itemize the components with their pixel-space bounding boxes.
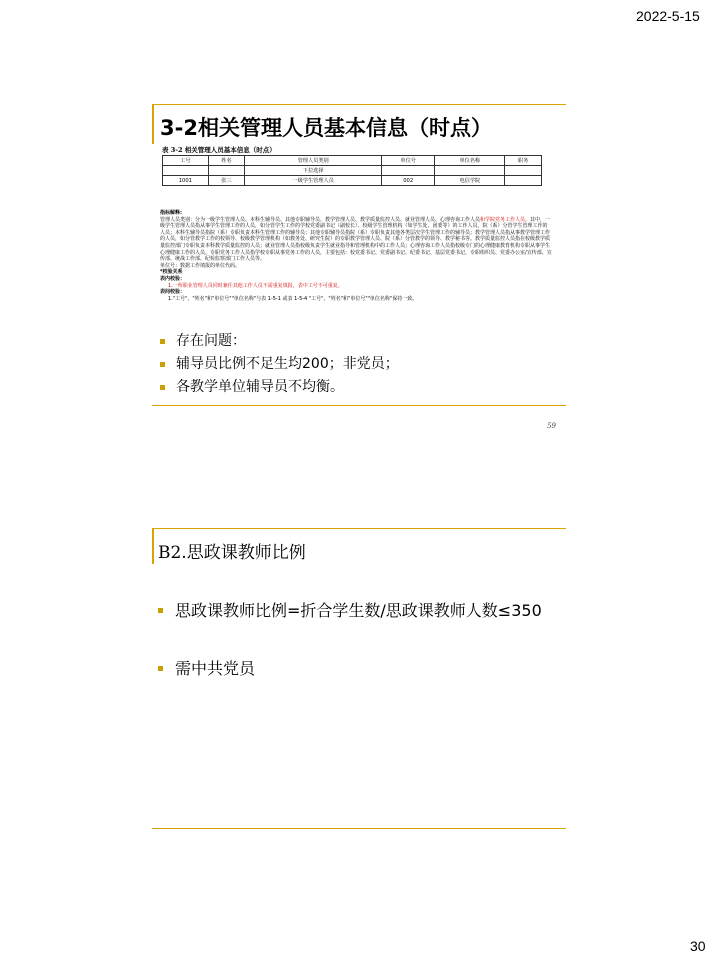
indicator-notes: [160, 210, 552, 302]
accent-bar-left: [152, 104, 154, 144]
table-cell: [505, 166, 542, 176]
inner-check-rule: 1.一所职业管理人员同时兼任其他工作人员不需重复填报，表中工号不可重复。: [168, 282, 343, 289]
list-item: [160, 353, 399, 376]
list-item: [158, 658, 563, 680]
table-row: [163, 176, 542, 186]
inner-check-label: 表内校验：: [160, 275, 186, 282]
page-number: 30: [690, 938, 706, 954]
square-bullet-icon: [158, 608, 163, 613]
table-cell: [382, 166, 435, 176]
table-cell: [163, 166, 209, 176]
slide-1-bullets: [160, 330, 399, 399]
table-cell: [505, 176, 542, 186]
table-cell: 电信学院: [435, 176, 505, 186]
notes-paragraph: [160, 217, 552, 263]
col-header: 单位号: [382, 156, 435, 166]
table-cell: 1001: [163, 176, 209, 186]
notes-heading: 指标解释:: [160, 210, 182, 216]
accent-line-bottom: [152, 405, 566, 406]
col-header: 职务: [505, 156, 542, 166]
slide-1-title: 3-2相关管理人员基本信息（时点）: [160, 116, 492, 140]
table-row: [163, 166, 542, 176]
table-cell: [208, 166, 245, 176]
slide-number: 59: [547, 422, 556, 430]
notes-line-red: 和学院党务工作人员。: [480, 216, 531, 223]
col-header: 工号: [163, 156, 209, 166]
bullet-text: 各教学单位辅导员不均衡。: [176, 379, 344, 395]
slide-1: [152, 104, 566, 434]
square-bullet-icon: [160, 385, 165, 390]
square-bullet-icon: [160, 339, 165, 344]
table-cell: 下拉选择: [245, 166, 382, 176]
table-cell: 002: [382, 176, 435, 186]
cross-check-label: 表间校验：: [160, 289, 186, 296]
square-bullet-icon: [160, 362, 165, 367]
check-heading: *校验关系: [160, 269, 183, 276]
notes-line: 单位号：数据工作填报的单位代码。: [160, 262, 241, 269]
date-label: 2022-5-15: [636, 8, 700, 24]
notes-line: 其中，一级学生管理人员指从事学生管理工作的人员，如分管学生工作的学校党委副书记（副校长）、校级学生管理机构（如学生处、团委等）的工作人员，院（系）分管学生管理工作的人员；本科生辅导员指院（系）专职负责本科生管理工作的辅导员；其他专职辅导员指院（系）专职负责其他各类层次学生管理工作的辅导员；教学管理人员指从事教学管理工作的人员，如分管教学工作的校领导、校级教学管理机构（如教务处、研究生院）的专职教学管理人员、院（系）分管教学的领导、教学秘书等。教学质量监控人员指在校级教学质量监控部门专职负责本科教学质量监控的人员；就业管理人员指校级负责学生就业指导和管理机构中的工作人员；心理咨询工作人员指校级专门的心理健康教育机构专职从事学生心理健康工作的人员。专职党务工作人员指学校专职从事党务工作的人员，主要包括：校党委书记、党委副书记、纪委书记、基层党委书记、专职组织员、党委办公室/宣传部、宣传部、统战工作部、纪检监察部门工作人员等。: [160, 216, 552, 263]
bullet-text: 辅导员比例不足生均200；非党员；: [176, 356, 399, 372]
list-item: [158, 600, 563, 622]
list-item: [160, 330, 399, 353]
table-header-row: [163, 156, 542, 166]
accent-line-bottom: [152, 828, 566, 829]
cross-check-rule: 1."工号"、"姓名"和"单位号""单位名称"与表 1-5-1 或表 1-5-4 "工号"、"姓名"和"单位号""单位名称"保持一致。: [168, 295, 418, 302]
table-cell: 一级学生管理人员: [245, 176, 382, 186]
bullet-text: 思政课教师比例=折合学生数/思政课教师人数≤350: [175, 601, 542, 620]
bullet-text: 需中共党员: [175, 659, 256, 678]
slide-2-bullets: [158, 600, 563, 716]
accent-line-top: [152, 528, 566, 529]
table-caption: 表 3-2 相关管理人员基本信息（时点）: [162, 146, 276, 154]
list-item: [160, 376, 399, 399]
table-cell: [435, 166, 505, 176]
info-table: [162, 155, 542, 186]
notes-line: 管理人员类别：分为一级学生管理人员、本科生辅导员、其他专职辅导员、教学管理人员、教学质量监控人员、就业管理人员、心理咨询工作人员: [160, 216, 481, 223]
bullet-text: 存在问题：: [176, 333, 246, 349]
col-header: 管理人员类别: [245, 156, 382, 166]
col-header: 单位名称: [435, 156, 505, 166]
accent-line-top: [152, 104, 566, 105]
slide-2-title: B2.思政课教师比例: [158, 543, 306, 563]
table-cell: 张三: [208, 176, 245, 186]
slide-2: [152, 528, 566, 830]
col-header: 姓名: [208, 156, 245, 166]
square-bullet-icon: [158, 666, 163, 671]
accent-bar-left: [152, 528, 154, 564]
